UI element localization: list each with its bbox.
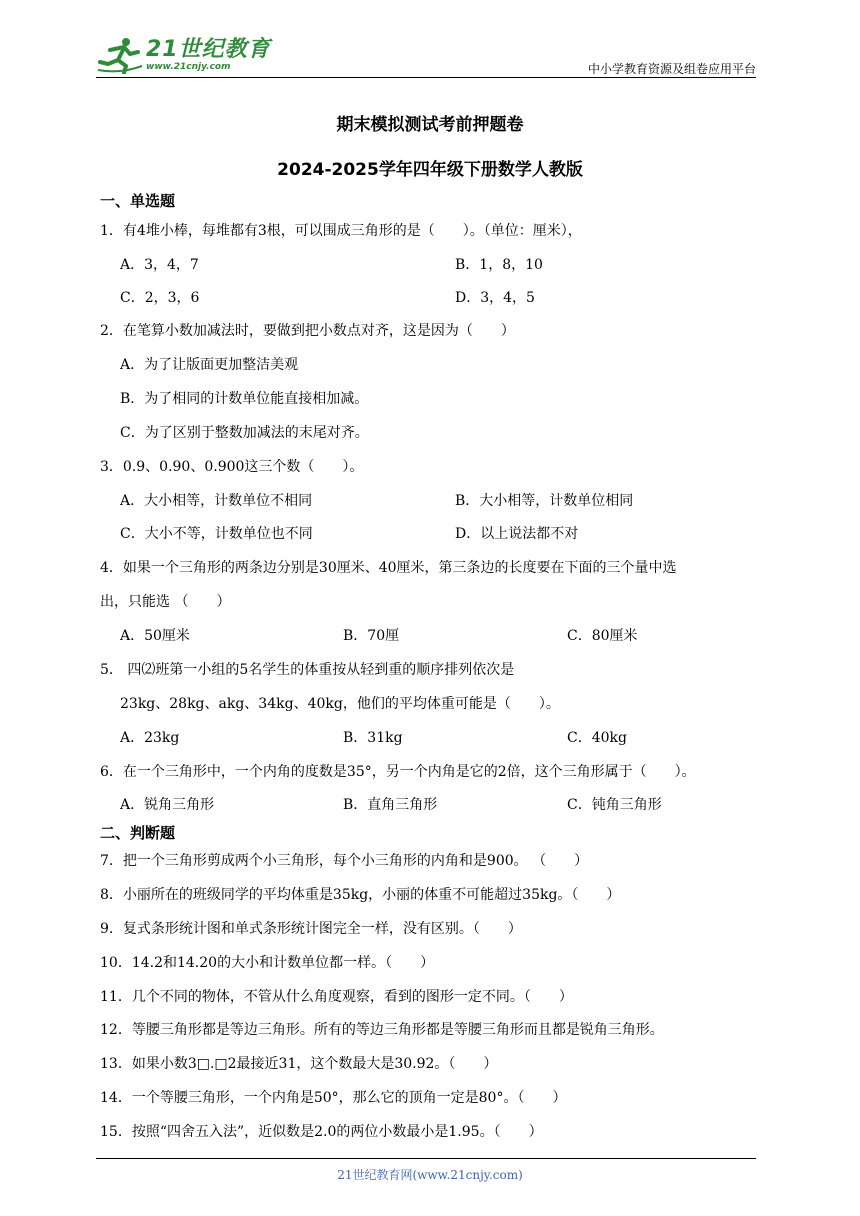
- q5-option-b: B．31kg: [343, 730, 403, 746]
- section-heading-true-false: 二、判断题: [100, 824, 176, 842]
- q5-option-c: C．40kg: [567, 730, 627, 746]
- q2-option-a: A．为了让版面更加整洁美观: [120, 357, 299, 373]
- q6-option-b: B．直角三角形: [343, 797, 438, 813]
- q1-option-d: D．3，4，5: [455, 290, 535, 306]
- runner-logo-icon: [96, 36, 144, 74]
- q2-option-c: C．为了区别于整数加减法的末尾对齐。: [120, 425, 369, 441]
- judgement-item: 10．14.2和14.20的大小和计数单位都一样。（ ）: [100, 955, 435, 971]
- question-5-stem-line2: 23kg、28kg、akg、34kg、40kg，他们的平均体重可能是（ ）。: [120, 696, 560, 712]
- q4-option-b: B．70厘: [343, 628, 400, 644]
- q3-option-c: C．大小不等，计数单位也不同: [120, 526, 313, 542]
- q6-option-a: A．锐角三角形: [120, 797, 215, 813]
- page-title: 期末模拟测试考前押题卷: [336, 115, 524, 135]
- logo: [96, 36, 271, 74]
- section-heading-single-choice: 一、单选题: [100, 192, 176, 210]
- question-3-stem: 3．0.9、0.90、0.900这三个数（ ）。: [100, 459, 364, 475]
- question-2-stem: 2．在笔算小数加减法时，要做到把小数点对齐，这是因为（ ）: [100, 323, 515, 339]
- q1-option-a: A．3，4，7: [120, 257, 199, 273]
- platform-label: 中小学教育资源及组卷应用平台: [587, 62, 756, 76]
- page-header: [96, 36, 756, 80]
- q3-option-a: A．大小相等，计数单位不相同: [120, 493, 313, 509]
- judgement-item: 12．等腰三角形都是等边三角形。所有的等边三角形都是等腰三角形而且都是锐角三角形。: [100, 1022, 664, 1038]
- q5-option-a: A．23kg: [120, 730, 180, 746]
- judgement-item: 7．把一个三角形剪成两个小三角形，每个小三角形的内角和是900。 （ ）: [100, 853, 589, 869]
- question-4-stem-line1: 4．如果一个三角形的两条边分别是30厘米、40厘米，第三条边的长度要在下面的三个量中选: [100, 560, 677, 576]
- q3-option-d: D．以上说法都不对: [455, 526, 579, 542]
- header-divider: [96, 77, 756, 78]
- q1-option-c: C．2，3，6: [120, 290, 200, 306]
- question-6-stem: 6．在一个三角形中，一个内角的度数是35°，另一个内角是它的2倍，这个三角形属于（ ）。: [100, 764, 696, 780]
- question-1-stem: 1．有4堆小棒，每堆都有3根，可以围成三角形的是（ ）。（单位：厘米），: [100, 223, 582, 239]
- q1-option-b: B．1，8，10: [455, 257, 543, 273]
- page-subtitle: 2024-2025学年四年级下册数学人教版: [277, 160, 583, 180]
- q3-option-b: B．大小相等，计数单位相同: [455, 493, 634, 509]
- judgement-item: 9．复式条形统计图和单式条形统计图完全一样，没有区别。（ ）: [100, 921, 522, 937]
- footer-divider: [96, 1158, 756, 1159]
- question-4-stem-line2: 出，只能选 （ ）: [100, 594, 231, 610]
- q2-option-b: B．为了相同的计数单位能直接相加减。: [120, 391, 369, 407]
- logo-text: 21世纪教育: [146, 36, 271, 62]
- judgement-item: 13．如果小数3□.□2最接近31，这个数最大是30.92。（ ）: [100, 1056, 498, 1072]
- judgement-item: 11．几个不同的物体，不管从什么角度观察，看到的图形一定不同。（ ）: [100, 989, 573, 1005]
- judgement-item: 8．小丽所在的班级同学的平均体重是35kg，小丽的体重不可能超过35kg。（ ）: [100, 887, 621, 903]
- logo-url: www.21cnjy.com: [146, 61, 231, 72]
- q6-option-c: C．钝角三角形: [567, 797, 662, 813]
- footer-link[interactable]: 21世纪教育网(www.21cnjy.com): [337, 1168, 523, 1182]
- q4-option-c: C．80厘米: [567, 628, 638, 644]
- judgement-item: 15．按照“四舍五入法”，近似数是2.0的两位小数最小是1.95。（ ）: [100, 1124, 543, 1140]
- question-5-stem-line1: 5． 四⑵班第一小组的5名学生的体重按从轻到重的顺序排列依次是: [100, 662, 515, 678]
- q4-option-a: A．50厘米: [120, 628, 190, 644]
- judgement-item: 14．一个等腰三角形，一个内角是50°，那么它的顶角一定是80°。（ ）: [100, 1090, 567, 1106]
